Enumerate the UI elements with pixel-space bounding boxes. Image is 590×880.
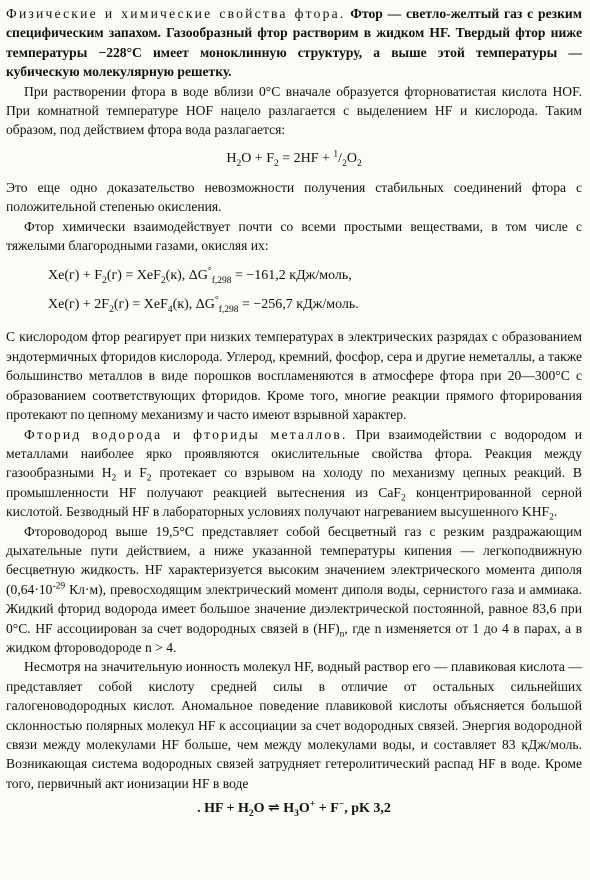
paragraph-hydrogen-fluoride: Фторид водорода и фториды металлов. При взаимодействии с водородом и металлами наиболее ярко проявляются окислительные свойства фтора. Реакция между газообразными $H_2$ и $F_2$ протекает со взрывом на холоду по механизму цепных реакций. В промышленности HF получают реакцией вытеснения из CaF$_2$ концентрированной серной кислотой. Безводный HF в лабораторных условиях получают нагреванием высушенного $KHF_2$. [6,426,582,523]
paragraph-dissolution: При растворении фтора в воде вблизи 0°С вначале образуется фторноватистая кислота HOF. При комнатной температуре HOF нацело разлагается с выделением HF и кислорода. Таким образом, под действием фтора вода разлагается: [6,83,582,138]
paragraph-oxidation-proof: Это еще одно доказательство невозможности получения стабильных соединений фтора с положительной степенью окисления. [6,179,582,215]
equation-water-decomposition: $H_2O + F_2 = 2HF + ^1/_2O_2$ [226,149,362,169]
paragraph-fluorine-properties [6,4,582,82]
paragraph-text: Фтор — светло-желтый газ с резким специфическим запахом. Газообразный фтор растворим в жидком HF. Твердый фтор ниже температуры −228°C имеет моноклинную структуру, а выше этой температуры — кубическую молекулярную решетку. [6,6,582,80]
equation-hf-ionization: . HF + $H_2O$ ⇌ $H_3O^+ + F^-$, pK 3,2 [197,799,391,820]
section-heading: Фторид водорода и фториды металлов. [24,426,348,442]
paragraph-oxygen-reaction: С кислородом фтор реагирует при низких температурах в электрических разрядах с образованием эндотермичных фторидов кислорода. Углерод, кремний, фосфор, сера и другие неметаллы, а также большинство металлов в виде порошков воспламеняются в атмосфере фтора при 20—300°С с образованием соответствующих фторидов. Кроме того, многие реакции прямого фторирования протекают по цепному механизму и часто имеют взрывной характер. [6,329,582,423]
equation-xef4: $Xe(г) + 2F_2(г) = XeF_4(к)$, $\Delta G^\circ_{f,298} = -256,7$ кДж/моль. [48,295,359,316]
section-heading: Физические и химические свойства фтора. [6,6,346,21]
paragraph-hf-properties: Фтороводород выше 19,5°С представляет собой бесцветный газ с резким раздражающим дыхательные пути действием, а ниже указанной температуры кипения — легкоподвижную бесцветную жидкость. HF характеризуется высоким значением электрического момента диполя ($0,64\cdot 10^{-29}$ Кл·м), превосходящим электрический момент диполя воды, сернистого газа и аммиака. Жидкий фторид водорода имеет большое значение диэлектрической постоянной, равное 83,6 при 0°С. HF ассоциирован за счет водородных связей в $(HF)_n$, где n изменяется от 1 до 4 в парах, а в жидком фтороводороде n > 4. [6,523,582,655]
paragraph-hydrofluoric-acid: Несмотря на значительную ионность молекул HF, водный раствор его — плавиковая кислота — представляет собой кислоту средней силы в отличие от остальных сильнейших галогеноводородных кислот. Аномальное поведение плавиковой кислоты объясняется большой склонностью полярных молекул HF к ассоциации за счет водородных связей. Энергия водородной связи между молекулами HF больше, чем между молекулами воды, и составляет 83 кДж/моль. Возникающая система водородных связей затрудняет гетеролитический распад HF в воде. Кроме того, первичный акт ионизации HF в воде [6,659,582,791]
equation-xef2: $Xe(г) + F_2(г) = XeF_2(к)$, $\Delta G^\circ_{f,298} = -161,2$ кДж/моль, [48,266,352,287]
paragraph-noble-gases: Фтор химически взаимодействует почти со всеми простыми веществами, в том числе с тяжелыми благородными газами, окисляя их: [6,218,582,254]
